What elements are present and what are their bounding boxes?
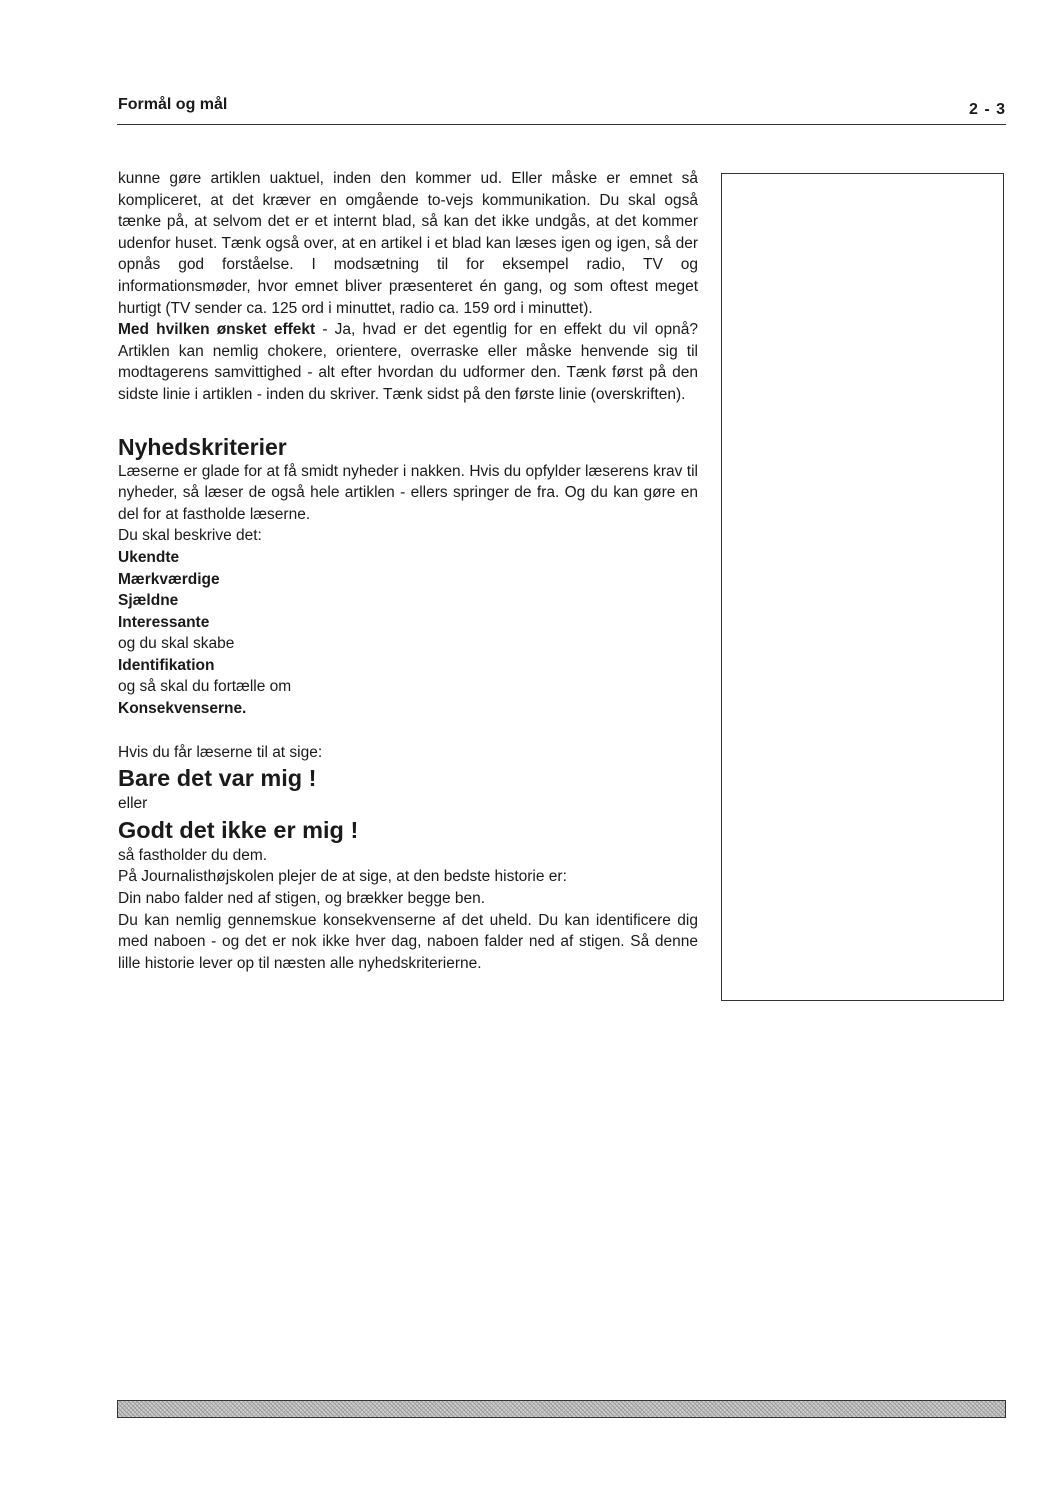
margin-note-box — [721, 173, 1004, 1001]
effect-text: - Ja, hvad er det egentlig for en effekt du vil opnå? Artiklen kan nemlig chokere, orientere, overraske eller måske henvende sig til modtagerens samvittighed - alt efter hvordan du udformer den. Tænk først på den sidste linie i artiklen - inden du skriver. Tænk sidst på den første linie (overskriften). — [118, 321, 698, 403]
list-item: Ukendte — [118, 548, 180, 566]
section-heading: Nyhedskriterier — [118, 433, 287, 460]
quote-two: Godt det ikke er mig ! — [118, 816, 359, 843]
intro-paragraph: kunne gøre artiklen uaktuel, inden den kommer ud. Eller måske er emnet så kompliceret, at det kræver en omgående to-vejs kommunikation. Du skal også tænke på, at selvom det er et internt blad, så kan det ikke undgås, at det kommer udenfor huset. Tænk også over, at en artikel i et blad kan læses igen og igen, så der opnås god forståelse. I modsætning til for eksempel radio, TV og informationsmøder, hvor emnet bliver præsenteret én gang, og som oftest meget hurtigt (TV sender ca. 125 ord i minuttet, radio ca. 159 ord i minuttet). — [118, 170, 698, 317]
main-content — [118, 168, 698, 974]
page-title: Formål og mål — [118, 96, 228, 113]
effect-label: Med hvilken ønsket effekt — [118, 321, 316, 339]
effect-paragraph — [118, 319, 698, 405]
list-connector: og du skal skabe — [118, 635, 235, 653]
list-item: Identifikation — [118, 656, 215, 674]
header-divider — [117, 124, 1006, 125]
closing-or: eller — [118, 795, 148, 813]
closing-after: så fastholder du dem. — [118, 846, 268, 864]
closing-line-1: På Journalisthøjskolen plejer de at sige, at den bedste historie er: — [118, 868, 567, 886]
list-item: Interessante — [118, 613, 210, 631]
closing-line-3: Du kan nemlig gennemskue konsekvenserne af det uheld. Du kan identificere dig med naboen - og det er nok ikke hver dag, naboen falder ned af stigen. Så denne lille historie lever op til næsten alle nyhedskriterierne. — [118, 911, 698, 972]
list-connector: og så skal du fortælle om — [118, 678, 292, 696]
footer-pattern-bar — [117, 1400, 1006, 1418]
list-item: Mærkværdige — [118, 570, 220, 588]
list-intro: Du skal beskrive det: — [118, 527, 262, 545]
closing-lead: Hvis du får læserne til at sige: — [118, 743, 323, 761]
closing-line-2: Din nabo falder ned af stigen, og brækker begge ben. — [118, 890, 486, 908]
list-item: Konsekvenserne. — [118, 700, 247, 718]
criteria-list — [118, 525, 698, 719]
section-paragraph: Læserne er glade for at få smidt nyheder i nakken. Hvis du opfylder læserens krav til nyheder, så læser de også hele artiklen - ellers springer de fra. Og du kan gøre en del for at fastholde læserne. — [118, 462, 698, 523]
list-item: Sjældne — [118, 592, 179, 610]
page-number: 2 - 3 — [968, 101, 1006, 118]
spacer — [118, 720, 698, 742]
quote-one: Bare det var mig ! — [118, 765, 317, 792]
